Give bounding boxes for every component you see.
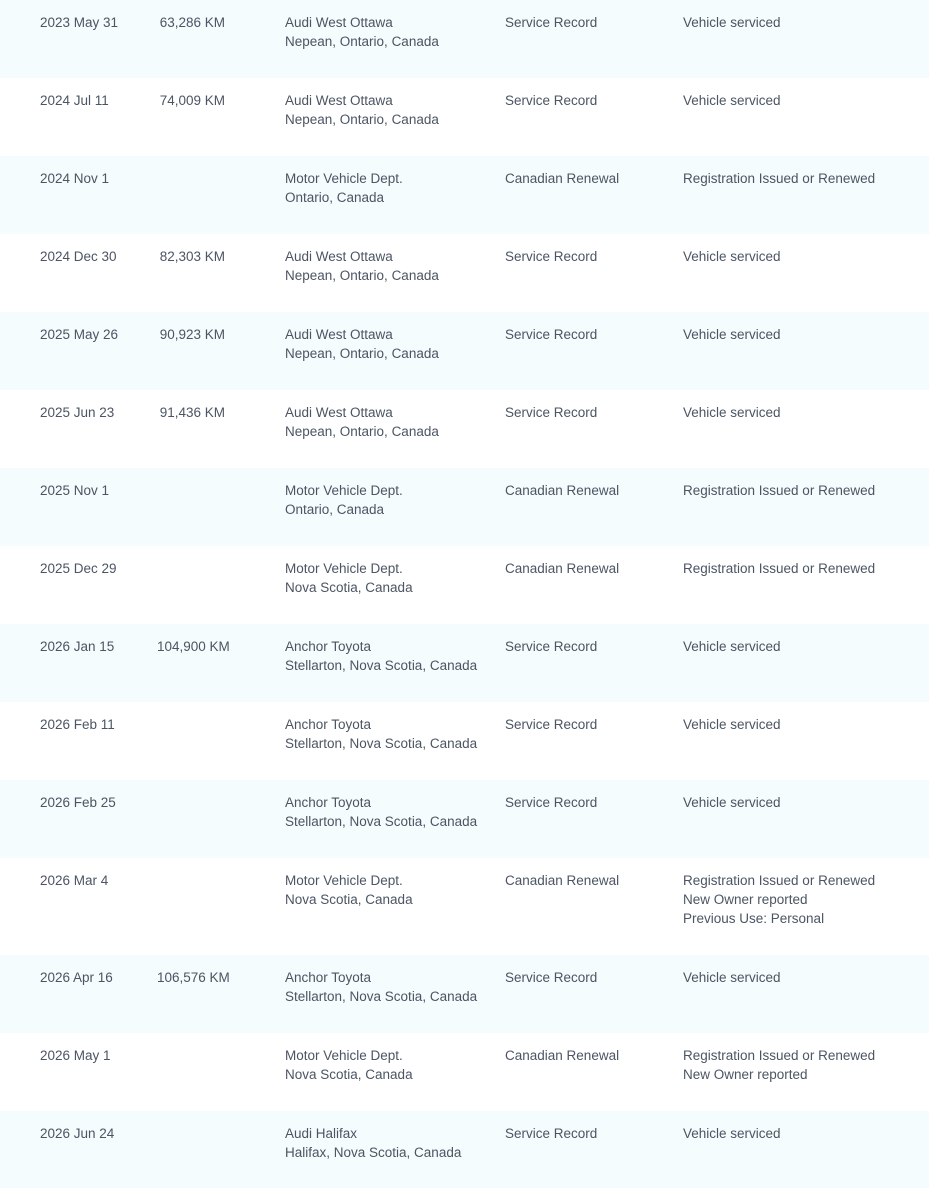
record-type: Canadian Renewal	[505, 1048, 620, 1063]
record-details	[683, 247, 781, 266]
record-date: 2023 May 31	[40, 15, 119, 30]
record-source	[285, 169, 403, 207]
table-row	[0, 1033, 929, 1111]
record-details	[683, 968, 781, 987]
record-source	[285, 715, 477, 753]
table-row	[0, 234, 929, 312]
record-details	[683, 637, 781, 656]
source-location: Stellarton, Nova Scotia, Canada	[285, 658, 478, 673]
source-name: Motor Vehicle Dept.	[285, 1048, 403, 1063]
source-name: Audi West Ottawa	[285, 327, 393, 342]
record-date: 2026 Apr 16	[40, 970, 113, 985]
table-row	[0, 1111, 929, 1188]
record-details	[683, 1046, 875, 1084]
record-details	[683, 559, 875, 578]
source-name: Audi West Ottawa	[285, 93, 393, 108]
record-date: 2026 Mar 4	[40, 873, 109, 888]
record-type: Service Record	[505, 405, 598, 420]
table-row	[0, 780, 929, 858]
detail-line: Vehicle serviced	[683, 717, 781, 732]
detail-line: New Owner reported	[683, 892, 808, 907]
page-right-edge	[929, 0, 937, 1179]
table-row	[0, 0, 929, 78]
table-row	[0, 78, 929, 156]
record-details	[683, 481, 875, 500]
source-location: Nova Scotia, Canada	[285, 892, 413, 907]
record-type: Service Record	[505, 795, 598, 810]
detail-line: Vehicle serviced	[683, 93, 781, 108]
source-location: Stellarton, Nova Scotia, Canada	[285, 814, 478, 829]
detail-line: Vehicle serviced	[683, 970, 781, 985]
detail-line: Vehicle serviced	[683, 795, 781, 810]
record-details	[683, 1124, 781, 1143]
source-name: Anchor Toyota	[285, 717, 372, 732]
table-row	[0, 468, 929, 546]
record-source	[285, 91, 439, 129]
record-date: 2024 Dec 30	[40, 249, 117, 264]
record-source	[285, 1046, 413, 1084]
source-name: Motor Vehicle Dept.	[285, 873, 403, 888]
record-date: 2026 Feb 25	[40, 795, 116, 810]
record-date: 2026 Feb 11	[40, 717, 115, 732]
detail-line: Registration Issued or Renewed	[683, 873, 876, 888]
record-type: Service Record	[505, 639, 598, 654]
record-source	[285, 403, 439, 441]
source-name: Anchor Toyota	[285, 795, 372, 810]
record-source	[285, 871, 413, 909]
record-source	[285, 325, 439, 363]
record-type: Canadian Renewal	[505, 483, 620, 498]
source-name: Anchor Toyota	[285, 639, 372, 654]
detail-line: Vehicle serviced	[683, 327, 781, 342]
table-row	[0, 858, 929, 955]
record-type: Canadian Renewal	[505, 171, 620, 186]
odometer-reading: 90,923 KM	[159, 327, 225, 342]
detail-line: Previous Use: Personal	[683, 911, 825, 926]
source-location: Stellarton, Nova Scotia, Canada	[285, 736, 478, 751]
record-source	[285, 1124, 461, 1162]
source-location: Nova Scotia, Canada	[285, 1067, 413, 1082]
record-type: Service Record	[505, 15, 598, 30]
table-row	[0, 702, 929, 780]
record-details	[683, 13, 781, 32]
odometer-reading: 104,900 KM	[157, 639, 230, 654]
detail-line: Vehicle serviced	[683, 1126, 781, 1141]
record-source	[285, 481, 403, 519]
source-location: Nepean, Ontario, Canada	[285, 346, 439, 361]
odometer-reading: 82,303 KM	[159, 249, 225, 264]
odometer-reading: 63,286 KM	[159, 15, 225, 30]
detail-line: Vehicle serviced	[683, 405, 781, 420]
record-date: 2025 Nov 1	[40, 483, 110, 498]
record-type: Service Record	[505, 93, 598, 108]
record-date: 2026 Jun 24	[40, 1126, 115, 1141]
table-row	[0, 312, 929, 390]
record-type: Service Record	[505, 327, 598, 342]
odometer-reading: 91,436 KM	[159, 405, 225, 420]
record-date: 2026 Jan 15	[40, 639, 115, 654]
source-name: Motor Vehicle Dept.	[285, 561, 403, 576]
record-date: 2024 Jul 11	[40, 93, 109, 108]
record-source	[285, 247, 439, 285]
record-source	[285, 793, 477, 831]
source-location: Nova Scotia, Canada	[285, 580, 413, 595]
record-details	[683, 403, 781, 422]
table-row	[0, 955, 929, 1033]
source-name: Audi West Ottawa	[285, 249, 393, 264]
source-location: Nepean, Ontario, Canada	[285, 112, 439, 127]
odometer-reading: 106,576 KM	[157, 970, 230, 985]
table-row	[0, 546, 929, 624]
record-date: 2025 Dec 29	[40, 561, 117, 576]
detail-line: Vehicle serviced	[683, 639, 781, 654]
detail-line: Registration Issued or Renewed	[683, 561, 876, 576]
source-location: Nepean, Ontario, Canada	[285, 268, 439, 283]
record-type: Canadian Renewal	[505, 561, 620, 576]
source-name: Audi West Ottawa	[285, 15, 393, 30]
record-type: Service Record	[505, 970, 598, 985]
record-source	[285, 13, 439, 51]
record-type: Canadian Renewal	[505, 873, 620, 888]
detail-line: Registration Issued or Renewed	[683, 171, 876, 186]
record-details	[683, 793, 781, 812]
record-details	[683, 871, 875, 928]
detail-line: Vehicle serviced	[683, 15, 781, 30]
record-source	[285, 559, 413, 597]
record-details	[683, 91, 781, 110]
record-source	[285, 637, 477, 675]
record-details	[683, 169, 875, 188]
detail-line: Vehicle serviced	[683, 249, 781, 264]
record-type: Service Record	[505, 717, 598, 732]
record-date: 2024 Nov 1	[40, 171, 110, 186]
record-details	[683, 325, 781, 344]
odometer-reading: 74,009 KM	[159, 93, 225, 108]
source-location: Nepean, Ontario, Canada	[285, 34, 439, 49]
source-location: Nepean, Ontario, Canada	[285, 424, 439, 439]
record-type: Service Record	[505, 249, 598, 264]
source-name: Audi West Ottawa	[285, 405, 393, 420]
record-source	[285, 968, 477, 1006]
table-row	[0, 624, 929, 702]
source-location: Halifax, Nova Scotia, Canada	[285, 1145, 462, 1160]
source-location: Stellarton, Nova Scotia, Canada	[285, 989, 478, 1004]
record-details	[683, 715, 781, 734]
table-row	[0, 390, 929, 468]
record-type: Service Record	[505, 1126, 598, 1141]
source-name: Motor Vehicle Dept.	[285, 483, 403, 498]
detail-line: New Owner reported	[683, 1067, 808, 1082]
source-location: Ontario, Canada	[285, 502, 385, 517]
source-name: Audi Halifax	[285, 1126, 358, 1141]
record-date: 2026 May 1	[40, 1048, 111, 1063]
record-date: 2025 May 26	[40, 327, 119, 342]
source-name: Motor Vehicle Dept.	[285, 171, 403, 186]
detail-line: Registration Issued or Renewed	[683, 1048, 876, 1063]
source-name: Anchor Toyota	[285, 970, 372, 985]
detail-line: Registration Issued or Renewed	[683, 483, 876, 498]
table-row	[0, 156, 929, 234]
record-date: 2025 Jun 23	[40, 405, 115, 420]
source-location: Ontario, Canada	[285, 190, 385, 205]
